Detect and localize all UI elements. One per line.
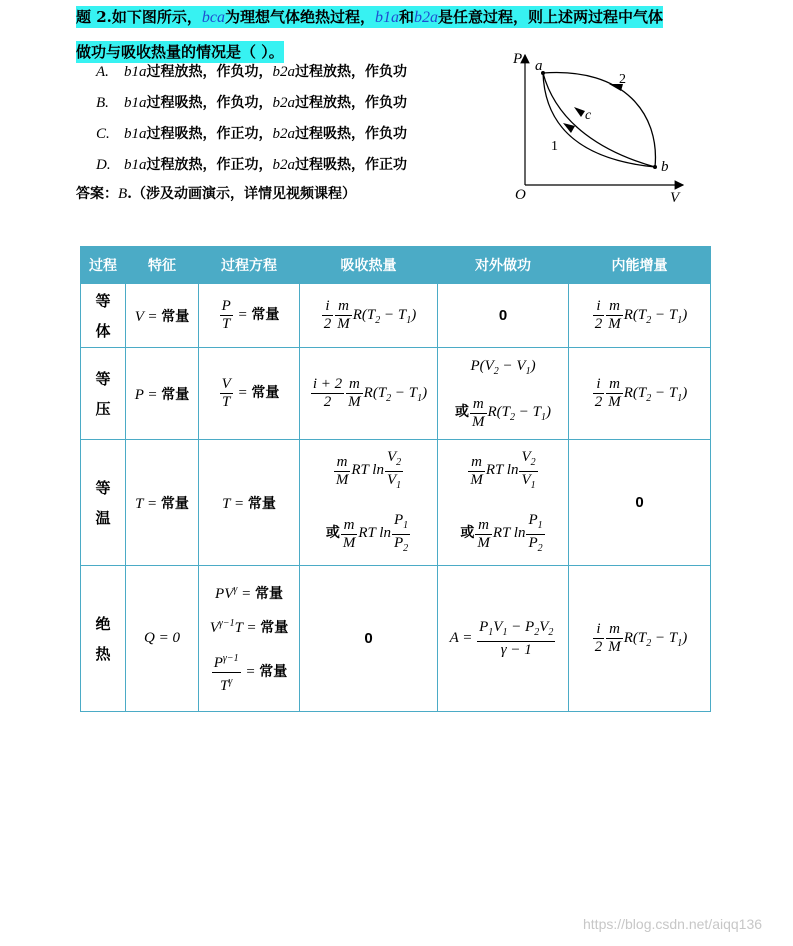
watermark-text: https://blog.csdn.net/aiqq136 [583,916,763,932]
feature-cell: P = 常量 [126,348,199,440]
option-process: b1a [124,64,147,80]
zero-value: 0 [364,630,373,647]
header-work: 对外做功 [438,247,569,284]
curve-c [543,73,655,167]
energy-cell: $\frac{i}{2}$ $\frac{m}{M}$ $R(T_2 - T_1)$ [569,284,711,348]
energy-cell [569,440,711,566]
option-text: 过程放热，作负功 [295,64,407,80]
option-text: 过程放热，作负功， [146,64,273,80]
table-row [81,284,711,348]
option-letter: D. [96,157,111,173]
option-c[interactable] [96,119,407,150]
process-name-cell [81,348,126,440]
option-process: b1a [124,95,147,111]
answer-value: B [118,186,128,202]
header-feature: 特征 [126,247,199,284]
curve-1 [543,73,655,167]
equation-cell: $\frac{P}{T}$ = 常量 [199,284,300,348]
process-name-cell [81,440,126,566]
process-name: 等 [95,291,111,310]
option-process: b2a [272,126,295,142]
curve-2 [543,72,655,167]
or-word: 或 [455,404,470,421]
process-table [80,246,711,712]
option-text: 过程吸热，作正功 [295,157,407,173]
option-b[interactable] [96,88,407,119]
process-name: 体 [95,321,111,340]
v-axis-label: V [670,190,680,206]
work-cell: $P(V_2 - V_1)$ 或 $\frac{m}{M}$ $R(T_2 - T_1)$ [438,348,569,440]
option-text: 过程吸热，作负功， [146,95,273,111]
variable: T [135,495,144,512]
feature-cell: T = 常量 [126,440,199,566]
header-heat: 吸收热量 [300,247,438,284]
curve-2-label: 2 [619,72,626,87]
point-b-dot [653,165,657,169]
feature-cell: V = 常量 [126,284,199,348]
const-word: 常量 [161,386,190,403]
options-list [96,57,407,181]
question-part: 是任意过程，则上述两过程中气体 [438,8,664,26]
const-word: 常量 [260,620,289,636]
or-word: 或 [460,525,475,542]
answer-label: 答案： [76,186,118,202]
heat-cell [300,566,438,712]
energy-cell: $\frac{i}{2}$ $\frac{m}{M}$ $R(T_2 - T_1)$ [569,566,711,712]
option-process: b2a [272,64,295,80]
const-word: 常量 [161,308,190,325]
arrow-c [574,107,585,117]
process-name: 温 [95,508,111,527]
question-part: 如下图所示， [111,8,202,26]
answer-note: .（涉及动画演示，详情见视频课程） [127,186,357,202]
variable: V [134,308,144,325]
question-part: 做功与吸收热量的情况是（ ）。 [76,43,284,61]
pv-diagram [505,45,695,207]
const-word: 常量 [254,586,283,602]
answer-line [76,184,356,204]
option-text: 过程放热，作正功， [146,157,273,173]
question-part: 为理想气体绝热过程， [225,8,376,26]
zero-value: 0 [498,307,508,324]
curve-c-label: c [585,108,592,123]
table-header-row [81,247,711,284]
header-energy: 内能增量 [569,247,711,284]
option-a[interactable] [96,57,407,88]
const-word: 常量 [160,495,189,512]
process-name-cell [81,566,126,712]
var-b2a: b2a [414,9,439,26]
variable: P [134,386,144,403]
question-part: 和 [399,8,415,26]
heat-cell: $\frac{i + 2}{2}$ $\frac{m}{M}$ $R(T_2 - T_1)$ [300,348,438,440]
point-a-label: a [535,58,543,74]
option-letter: C. [96,126,110,142]
process-name-cell [81,284,126,348]
question-label: 题 2. [76,8,112,26]
option-letter: A. [96,64,109,80]
feature-cell [126,566,199,712]
work-cell: $\frac{m}{M}$ RT ln $\frac{V_2}{V_1}$ 或 $\frac{m}{M}$ RT ln $\frac{P_1}{P_2}$ [438,440,569,566]
option-text: 过程吸热，作正功， [146,126,273,142]
const-word: 常量 [247,495,276,512]
option-process: b1a [124,126,147,142]
or-word: 或 [325,525,340,542]
table-row [81,566,711,712]
option-d[interactable] [96,150,407,181]
work-cell: A = $\frac{P_1V_1 - P_2V_2}{\gamma - 1}$ [438,566,569,712]
process-name: 绝 [95,614,111,633]
equation-cell: $\frac{V}{T}$ = 常量 [199,348,300,440]
const-word: 常量 [259,663,288,680]
variable: T [222,495,231,512]
header-process: 过程 [81,247,126,284]
p-axis-label: P [513,51,523,67]
energy-cell: $\frac{i}{2}$ $\frac{m}{M}$ $R(T_2 - T_1)$ [569,348,711,440]
q-zero: Q = 0 [144,630,180,646]
process-name: 等 [95,478,111,497]
equation-cell: T = 常量 [199,440,300,566]
heat-cell: $\frac{i}{2}$ $\frac{m}{M}$ $R(T_2 - T_1)$ [300,284,438,348]
zero-value: 0 [635,494,644,511]
option-process: b2a [272,95,295,111]
work-cell [438,284,569,348]
process-name: 热 [95,644,111,663]
table-row [81,348,711,440]
point-b-label: b [661,159,669,175]
const-word: 常量 [251,384,280,401]
origin-label: O [515,187,526,203]
option-text: 过程吸热，作负功 [295,126,407,142]
process-name: 压 [95,399,111,418]
option-text: 过程放热，作负功 [295,95,407,111]
equation-cell: $PV^\gamma$ = 常量 $V^{\gamma-1}T$ = 常量 $\frac{P^{\gamma-1}}{T^\gamma}$ = 常量 [199,566,300,712]
curve-1-label: 1 [551,139,558,154]
process-name: 等 [95,369,111,388]
var-bca: bca [201,9,226,26]
option-letter: B. [96,95,109,111]
option-process: b1a [124,157,147,173]
const-word: 常量 [251,306,280,323]
var-b1a: b1a [375,9,400,26]
heat-cell: $\frac{m}{M}$ RT ln $\frac{V_2}{V_1}$ 或 $\frac{m}{M}$ RT ln $\frac{P_1}{P_2}$ [300,440,438,566]
header-equation: 过程方程 [199,247,300,284]
table-row [81,440,711,566]
option-process: b2a [272,157,295,173]
